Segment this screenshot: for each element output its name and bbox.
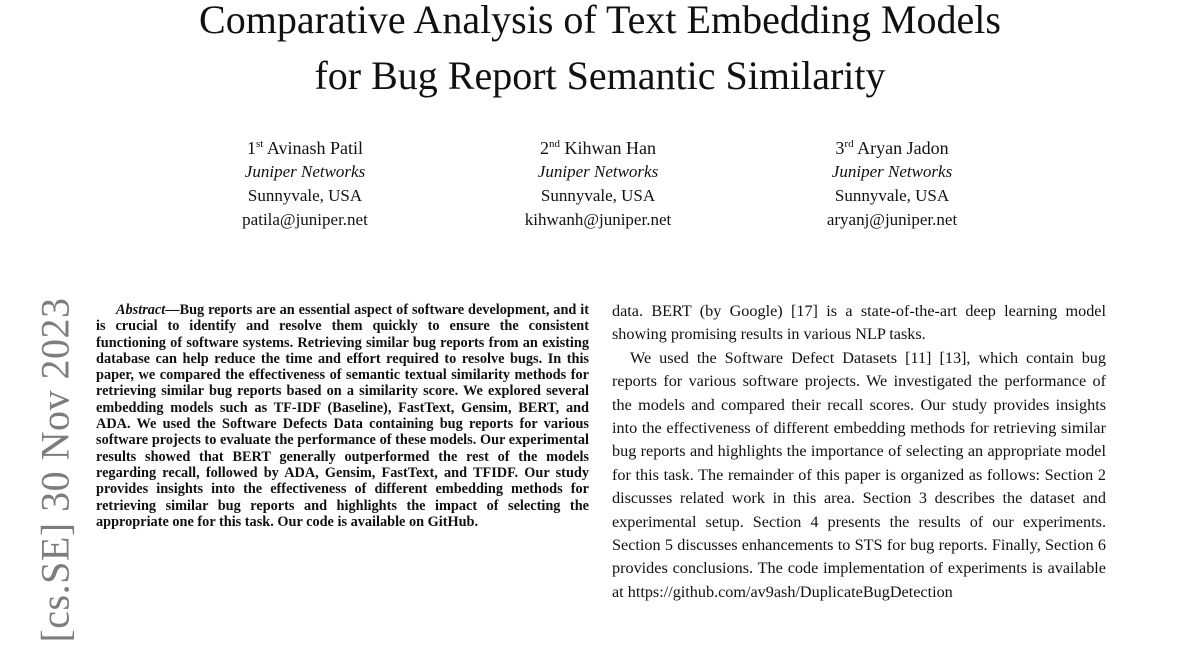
author-block-2 xyxy=(468,136,728,232)
author-location: Sunnyvale, USA xyxy=(834,186,950,205)
body-paragraph-1: data. BERT (by Google) [17] is a state-of-the-art deep learning model showing promising results in various NLP tasks. xyxy=(612,302,1106,344)
author-email: aryanj@juniper.net xyxy=(826,210,958,229)
author-email: kihwanh@juniper.net xyxy=(524,210,672,229)
author-affiliation: Juniper Networks xyxy=(244,162,366,181)
author-name: 1st Avinash Patil xyxy=(246,138,364,158)
author-block-3 xyxy=(762,136,1022,232)
author-affiliation: Juniper Networks xyxy=(831,162,953,181)
paper-title-line-1: Comparative Analysis of Text Embedding Models xyxy=(199,0,1001,42)
author-block-1 xyxy=(175,136,435,232)
author-name: 3rd Aryan Jadon xyxy=(835,138,949,158)
abstract-paragraph xyxy=(96,302,589,530)
author-name: 2nd Kihwan Han xyxy=(540,138,656,158)
author-location: Sunnyvale, USA xyxy=(540,186,656,205)
author-email: patila@juniper.net xyxy=(242,210,368,229)
abstract-text: —Bug reports are an essential aspect of software development, and it is crucial to identify and resolve them quickly to ensure the consistent functioning of software systems. Retrieving similar bug reports from an existing database can help reduce the time and effort required to resolve bugs. In this paper, we compared the effectiveness of semantic textual similarity methods for retrieving similar bug reports based on a similarity score. We explored several embedding models such as TF-IDF (Baseline), FastText, Gensim, BERT, and ADA. We used the Software Defects Data containing bug reports for various software projects to evaluate the performance of these models. Our experimental results showed that BERT generally outperformed the rest of the models regarding recall, followed by ADA, Gensim, FastText, and TFIDF. Our study provides insights into the effectiveness of different embedding methods for retrieving similar bug reports and highlights the impact of selecting the appropriate one for this task. Our code is available on GitHub. xyxy=(96,302,589,530)
author-location: Sunnyvale, USA xyxy=(247,186,363,205)
abstract-lead: Abstract xyxy=(116,302,166,318)
author-affiliation: Juniper Networks xyxy=(537,162,659,181)
body-paragraph-2: We used the Software Defect Datasets [11] [13], which contain bug reports for various software projects. We investigated the performance of the models and compared their recall scores. Our study provides insights into the effectiveness of different embedding methods for retrieving similar bug reports and highlights the importance of selecting an appropriate model for this task. The remainder of this paper is organized as follows: Section 2 discusses related work in this area. Section 3 describes the dataset and experimental setup. Section 4 presents the results of our experiments. Section 5 discusses enhancements to STS for bug reports. Finally, Section 6 provides conclusions. The code implementation of experiments is available at https://github.com/av9ash/DuplicateBugDetection xyxy=(612,348,1106,601)
arxiv-stamp-text: [cs.SE] 30 Nov 2023 xyxy=(32,297,78,643)
paper-title-line-2: for Bug Report Semantic Similarity xyxy=(314,53,886,98)
right-column-body xyxy=(612,300,1106,604)
